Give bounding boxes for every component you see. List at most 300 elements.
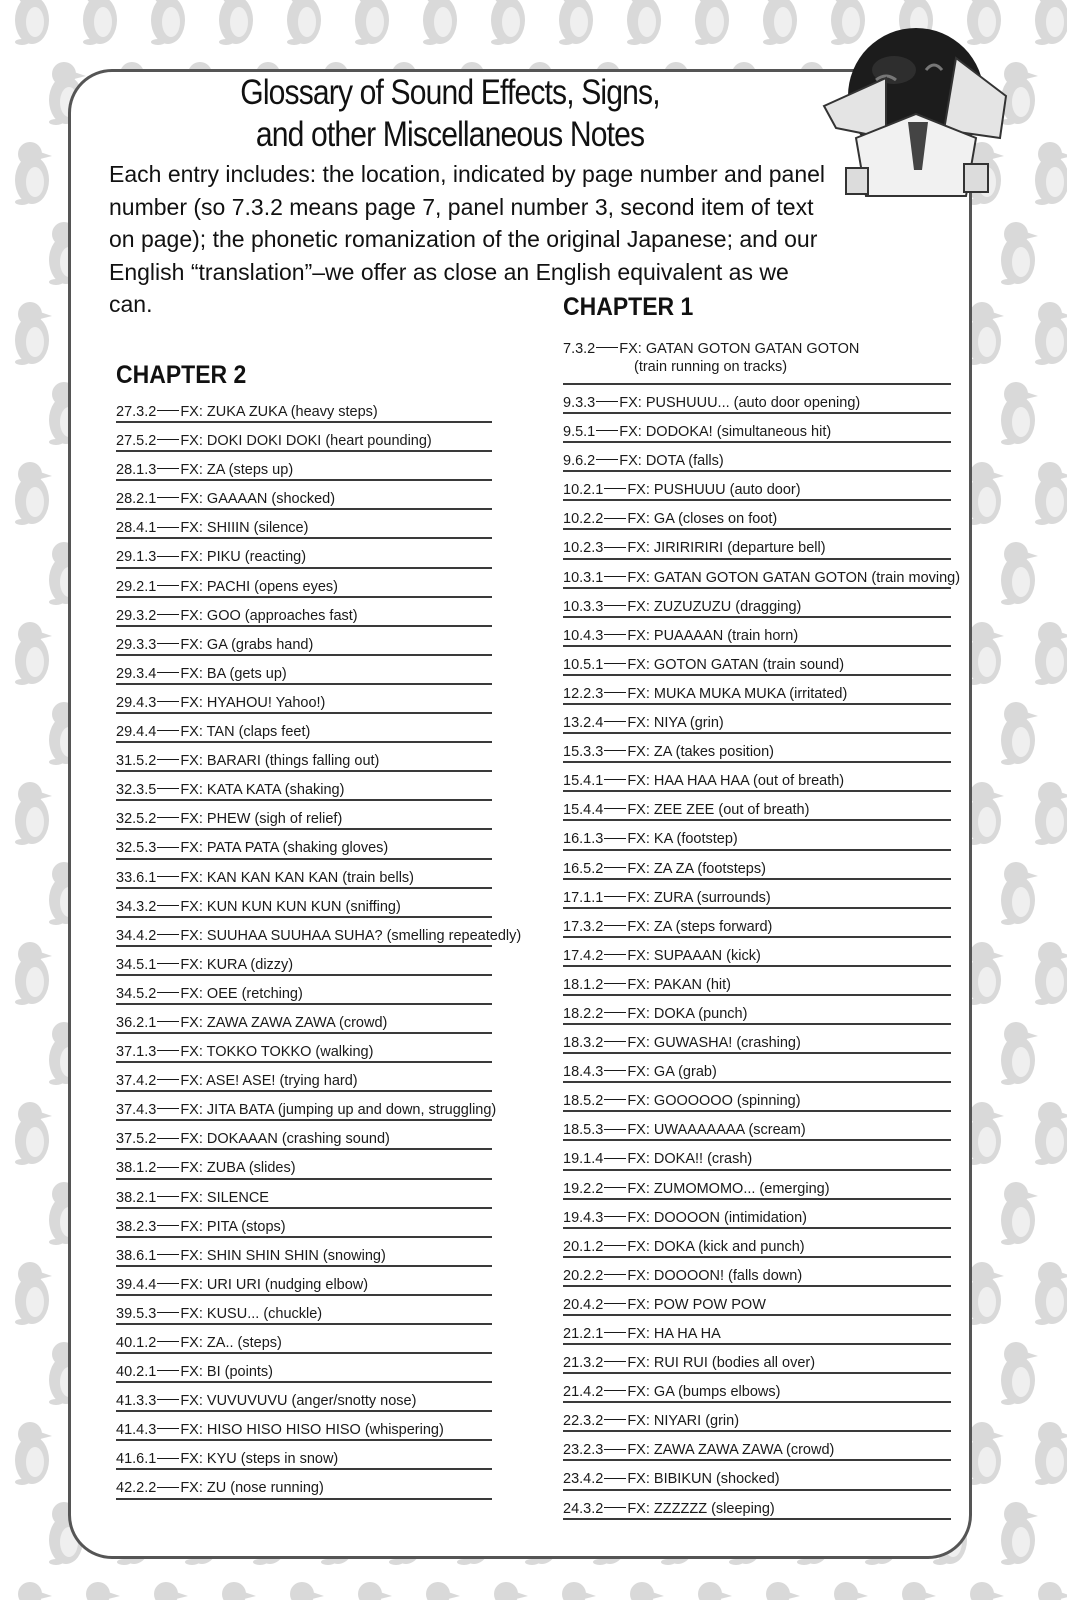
entry-sound-effect: FX: DOOOON! (falls down) bbox=[627, 1267, 803, 1284]
entry-location: 20.2.2 bbox=[563, 1267, 604, 1284]
entry-sound-effect: FX: NIYARI (grin) bbox=[627, 1413, 740, 1430]
entry-location: 22.3.2 bbox=[563, 1413, 604, 1430]
entry-dash bbox=[604, 518, 626, 519]
penguin-pattern-icon bbox=[423, 1582, 460, 1600]
entry-dash bbox=[157, 759, 179, 760]
entry-sound-effect: FX: URI URI (nudging elbow) bbox=[180, 1276, 369, 1293]
glossary-entry bbox=[116, 947, 492, 976]
entry-sound-effect: FX: SHIN SHIN SHIN (snowing) bbox=[180, 1247, 386, 1264]
entry-location: 34.3.2 bbox=[116, 898, 157, 915]
glossary-entry bbox=[563, 338, 951, 385]
glossary-entry bbox=[563, 1141, 951, 1170]
page-title bbox=[175, 72, 725, 156]
entry-sound-effect: FX: BI (points) bbox=[180, 1364, 273, 1381]
glossary-entry bbox=[563, 1112, 951, 1141]
entry-location: 37.4.3 bbox=[116, 1102, 157, 1119]
entry-location: 16.1.3 bbox=[563, 831, 604, 848]
penguin-pattern-icon bbox=[1001, 222, 1038, 285]
entry-location: 38.2.1 bbox=[116, 1189, 157, 1206]
penguin-pattern-icon bbox=[355, 0, 392, 45]
entry-sound-effect: FX: GAAAAN (shocked) bbox=[180, 491, 336, 508]
entry-location: 23.4.2 bbox=[563, 1471, 604, 1488]
entry-sound-effect: FX: BA (gets up) bbox=[180, 665, 287, 682]
entry-sound-effect: FX: NIYA (grin) bbox=[627, 715, 724, 732]
entry-sound-effect: FX: KYU (steps in snow) bbox=[180, 1451, 339, 1468]
penguin-pattern-icon bbox=[1035, 1582, 1067, 1600]
entry-sound-effect: FX: PACHI (opens eyes) bbox=[180, 578, 339, 595]
entry-location: 39.4.4 bbox=[116, 1276, 157, 1293]
entry-sound-effect: FX: RUI RUI (bodies all over) bbox=[627, 1355, 816, 1372]
entry-sound-effect: FX: ZA (takes position) bbox=[627, 744, 774, 761]
entry-dash bbox=[604, 1245, 626, 1246]
entry-dash bbox=[157, 992, 179, 993]
entry-location: 7.3.2 bbox=[563, 341, 596, 357]
glossary-entry bbox=[563, 851, 951, 880]
entry-dash bbox=[157, 1108, 179, 1109]
glossary-entry bbox=[563, 560, 961, 589]
entry-sound-effect: FX: SILENCE bbox=[180, 1189, 269, 1206]
entry-dash bbox=[157, 1167, 179, 1168]
penguin-pattern-icon bbox=[627, 1582, 664, 1600]
entry-dash bbox=[157, 701, 179, 702]
entry-location: 28.1.3 bbox=[116, 462, 157, 479]
entry-dash bbox=[604, 1012, 626, 1013]
penguin-pattern-icon bbox=[763, 0, 800, 45]
entry-location: 10.4.3 bbox=[563, 627, 604, 644]
penguin-pattern-icon bbox=[1001, 382, 1038, 445]
entry-dash bbox=[157, 788, 179, 789]
entry-dash bbox=[157, 672, 179, 673]
entry-sound-effect: FX: ZU (nose running) bbox=[180, 1480, 324, 1497]
entry-dash bbox=[157, 1312, 179, 1313]
entry-sound-effect: FX: ZA.. (steps) bbox=[180, 1335, 282, 1351]
entry-sound-effect: FX: GA (closes on foot) bbox=[627, 511, 778, 528]
entry-dash bbox=[157, 585, 179, 586]
entry-location: 38.2.3 bbox=[116, 1218, 157, 1235]
penguin-mascot-icon bbox=[816, 18, 1016, 208]
entry-sound-effect: FX: PUSHUUU... (auto door opening) bbox=[619, 395, 861, 411]
entry-location: 17.4.2 bbox=[563, 947, 604, 964]
entry-location: 34.5.2 bbox=[116, 985, 157, 1002]
entry-dash bbox=[157, 410, 179, 411]
entry-dash bbox=[604, 1041, 626, 1042]
glossary-entry bbox=[563, 1025, 951, 1054]
glossary-entry bbox=[116, 889, 492, 918]
glossary-entry bbox=[116, 1267, 492, 1296]
glossary-entry bbox=[116, 714, 492, 743]
glossary-entry bbox=[563, 530, 951, 559]
entry-location: 37.1.3 bbox=[116, 1044, 157, 1061]
entry-location: 19.4.3 bbox=[563, 1209, 604, 1226]
glossary-entry bbox=[563, 589, 951, 618]
entry-sound-effect: FX: TOKKO TOKKO (walking) bbox=[180, 1044, 374, 1061]
entry-location: 28.4.1 bbox=[116, 520, 157, 537]
entry-location: 10.2.3 bbox=[563, 540, 604, 557]
entry-location: 42.2.2 bbox=[116, 1480, 157, 1497]
glossary-entry bbox=[116, 1470, 492, 1499]
entry-location: 18.5.3 bbox=[563, 1122, 604, 1139]
entry-sound-effect: FX: ZA (steps forward) bbox=[627, 918, 773, 935]
entry-location: 29.2.1 bbox=[116, 578, 157, 595]
glossary-entry bbox=[563, 1316, 951, 1345]
glossary-entry bbox=[116, 598, 492, 627]
glossary-entry bbox=[116, 685, 492, 714]
entry-sound-effect: FX: DODOKA! (simultaneous hit) bbox=[619, 424, 832, 441]
entry-location: 21.3.2 bbox=[563, 1355, 604, 1372]
entry-sound-effect: FX: JIRIRIRIRI (departure bell) bbox=[627, 540, 826, 557]
entry-dash bbox=[604, 1507, 626, 1508]
entry-sound-effect: FX: PHEW (sigh of relief) bbox=[180, 811, 343, 828]
entry-sound-effect: FX: OEE (retching) bbox=[180, 985, 303, 1002]
entry-sound-effect: FX: ZAWA ZAWA ZAWA (crowd) bbox=[180, 1014, 388, 1031]
entry-location: 19.2.2 bbox=[563, 1180, 604, 1197]
glossary-entry bbox=[116, 510, 492, 539]
penguin-pattern-icon bbox=[967, 782, 1004, 845]
penguin-pattern-icon bbox=[1001, 542, 1038, 605]
penguin-pattern-icon bbox=[1001, 1342, 1038, 1405]
glossary-entry bbox=[563, 734, 951, 763]
entry-location: 18.5.2 bbox=[563, 1093, 604, 1110]
glossary-entry bbox=[563, 1374, 951, 1403]
glossary-entry bbox=[116, 743, 492, 772]
entry-dash bbox=[604, 1332, 626, 1333]
penguin-pattern-icon bbox=[219, 0, 256, 45]
penguin-pattern-icon bbox=[491, 1582, 528, 1600]
entry-dash bbox=[604, 1303, 626, 1304]
glossary-entry bbox=[116, 394, 492, 423]
entry-sound-effect: FX: ASE! ASE! (trying hard) bbox=[180, 1073, 358, 1090]
entry-sound-effect: FX: ZUMOMOMO... (emerging) bbox=[627, 1180, 830, 1197]
glossary-entry bbox=[563, 1461, 951, 1490]
entry-sound-effect: FX: SHIIIN (silence) bbox=[180, 520, 309, 537]
entry-location: 12.2.3 bbox=[563, 685, 604, 702]
entry-location: 15.4.1 bbox=[563, 773, 604, 790]
glossary-entry bbox=[563, 705, 951, 734]
penguin-pattern-icon bbox=[15, 302, 52, 365]
entry-dash bbox=[604, 488, 626, 489]
entry-dash bbox=[596, 347, 618, 348]
entry-location: 28.2.1 bbox=[116, 491, 157, 508]
glossary-entry bbox=[563, 1171, 951, 1200]
penguin-pattern-icon bbox=[967, 942, 1004, 1005]
entry-location: 9.3.3 bbox=[563, 395, 596, 411]
entry-sound-effect: FX: SUPAAAN (kick) bbox=[627, 947, 761, 964]
glossary-entry bbox=[116, 1180, 492, 1209]
entry-location: 41.4.3 bbox=[116, 1422, 157, 1439]
glossary-entry bbox=[563, 1491, 951, 1520]
glossary-entry bbox=[116, 1383, 492, 1412]
glossary-entry bbox=[116, 801, 492, 830]
entry-location: 38.6.1 bbox=[116, 1247, 157, 1264]
entry-location: 21.4.2 bbox=[563, 1384, 604, 1401]
entry-dash bbox=[157, 1138, 179, 1139]
entry-dash bbox=[604, 663, 626, 664]
entry-dash bbox=[604, 605, 626, 606]
entry-dash bbox=[604, 1449, 626, 1450]
entry-dash bbox=[604, 983, 626, 984]
entry-location: 21.2.1 bbox=[563, 1326, 604, 1342]
entry-location: 13.2.4 bbox=[563, 715, 604, 732]
glossary-entry bbox=[116, 1238, 492, 1267]
entry-dash bbox=[157, 497, 179, 498]
entry-sound-effect: FX: POW POW POW bbox=[627, 1296, 766, 1313]
entry-sound-effect: FX: HAA HAA HAA (out of breath) bbox=[627, 773, 845, 790]
entry-location: 15.3.3 bbox=[563, 744, 604, 761]
penguin-pattern-icon bbox=[219, 1582, 256, 1600]
glossary-entry bbox=[116, 830, 492, 859]
penguin-pattern-icon bbox=[15, 0, 52, 45]
glossary-entry bbox=[563, 472, 951, 501]
entry-dash bbox=[157, 1079, 179, 1080]
entry-dash bbox=[157, 847, 179, 848]
penguin-pattern-icon bbox=[83, 0, 120, 45]
entry-location: 10.2.2 bbox=[563, 511, 604, 528]
entry-sound-effect: FX: GOO (approaches fast) bbox=[180, 607, 358, 624]
entry-dash bbox=[604, 1274, 626, 1275]
title-line-2: and other Miscellaneous Notes bbox=[255, 115, 645, 154]
entry-dash bbox=[596, 401, 618, 402]
entry-dash bbox=[157, 643, 179, 644]
entry-location: 40.2.1 bbox=[116, 1364, 157, 1381]
entry-location: 23.2.3 bbox=[563, 1442, 604, 1459]
glossary-entry bbox=[116, 1121, 492, 1150]
penguin-pattern-icon bbox=[355, 1582, 392, 1600]
entry-location: 20.4.2 bbox=[563, 1296, 604, 1313]
penguin-pattern-icon bbox=[15, 142, 52, 205]
entry-sound-effect: FX: KURA (dizzy) bbox=[180, 956, 294, 973]
glossary-entry bbox=[563, 1287, 951, 1316]
entry-dash bbox=[604, 1361, 626, 1362]
entry-sound-effect: FX: ZUZUZUZU (dragging) bbox=[627, 598, 802, 615]
entry-sound-effect: FX: HISO HISO HISO HISO (whispering) bbox=[180, 1422, 444, 1439]
glossary-entry bbox=[563, 1054, 951, 1083]
glossary-entry bbox=[563, 880, 951, 909]
entry-dash bbox=[604, 1216, 626, 1217]
entry-location: 27.5.2 bbox=[116, 433, 157, 450]
entry-dash bbox=[157, 1225, 179, 1226]
entry-dash bbox=[157, 1283, 179, 1284]
entry-dash bbox=[604, 721, 626, 722]
entry-dash bbox=[596, 430, 618, 431]
entry-dash bbox=[157, 1399, 179, 1400]
penguin-pattern-icon bbox=[15, 782, 52, 845]
glossary-entry bbox=[116, 1296, 492, 1325]
penguin-pattern-icon bbox=[15, 462, 52, 525]
penguin-pattern-icon bbox=[1035, 1422, 1067, 1485]
entry-location: 29.4.3 bbox=[116, 694, 157, 711]
glossary-entry bbox=[563, 676, 951, 705]
penguin-pattern-icon bbox=[151, 0, 188, 45]
entry-dash bbox=[157, 527, 179, 528]
entry-location: 9.6.2 bbox=[563, 453, 596, 470]
entry-dash bbox=[157, 614, 179, 615]
glossary-entry bbox=[563, 1200, 951, 1229]
entry-location: 40.1.2 bbox=[116, 1335, 157, 1351]
entry-location: 31.5.2 bbox=[116, 753, 157, 770]
entry-sound-effect: FX: ZURA (surrounds) bbox=[627, 889, 771, 906]
entry-dash bbox=[157, 905, 179, 906]
penguin-pattern-icon bbox=[967, 1262, 1004, 1325]
penguin-pattern-icon bbox=[695, 0, 732, 45]
penguin-pattern-icon bbox=[287, 0, 324, 45]
glossary-entry bbox=[116, 1354, 492, 1383]
entry-location: 41.6.1 bbox=[116, 1451, 157, 1468]
entry-dash bbox=[157, 1370, 179, 1371]
chapter-2-list bbox=[116, 394, 522, 1500]
entry-location: 29.1.3 bbox=[116, 549, 157, 566]
entry-location: 29.3.4 bbox=[116, 665, 157, 682]
glossary-entry bbox=[563, 909, 951, 938]
penguin-pattern-icon bbox=[1035, 302, 1067, 365]
penguin-pattern-icon bbox=[1035, 462, 1067, 525]
penguin-pattern-icon bbox=[559, 0, 596, 45]
entry-location: 29.3.2 bbox=[116, 607, 157, 624]
entry-location: 9.5.1 bbox=[563, 424, 596, 441]
entry-dash bbox=[157, 817, 179, 818]
entry-sound-effect: FX: KATA KATA (shaking) bbox=[180, 782, 345, 799]
glossary-entry bbox=[116, 539, 492, 568]
entry-sound-effect: FX: PUAAAAN (train horn) bbox=[627, 627, 799, 644]
entry-location: 41.3.3 bbox=[116, 1393, 157, 1410]
glossary-entry bbox=[116, 569, 492, 598]
glossary-entry bbox=[116, 1092, 497, 1121]
entry-location: 33.6.1 bbox=[116, 869, 157, 886]
entry-sound-effect: FX: SUUHAA SUUHAA SUHA? (smelling repeatedly) bbox=[180, 927, 522, 944]
entry-dash bbox=[157, 556, 179, 557]
entry-dash bbox=[604, 925, 626, 926]
entry-sound-effect: FX: BIBIKUN (shocked) bbox=[627, 1471, 780, 1488]
chapter-2-column bbox=[116, 356, 522, 1500]
entry-sound-effect: FX: DOKA!! (crash) bbox=[627, 1151, 753, 1168]
penguin-pattern-icon bbox=[15, 622, 52, 685]
penguin-pattern-icon bbox=[967, 1422, 1004, 1485]
entry-location: 18.3.2 bbox=[563, 1035, 604, 1052]
entry-location: 24.3.2 bbox=[563, 1500, 604, 1517]
entry-dash bbox=[604, 808, 626, 809]
entry-sound-effect: FX: ZA ZA (footsteps) bbox=[627, 860, 766, 877]
entry-sound-effect: FX: VUVUVUVU (anger/snotty nose) bbox=[180, 1393, 417, 1410]
entry-sound-effect: FX: KAN KAN KAN KAN (train bells) bbox=[180, 869, 414, 886]
entry-location: 17.1.1 bbox=[563, 889, 604, 906]
glossary-entry bbox=[563, 1432, 951, 1461]
entry-sound-effect: FX: MUKA MUKA MUKA (irritated) bbox=[627, 685, 848, 702]
glossary-entry bbox=[563, 414, 951, 443]
entry-dash bbox=[604, 838, 626, 839]
entry-location: 10.5.1 bbox=[563, 656, 604, 673]
glossary-entry bbox=[116, 627, 492, 656]
entry-sound-effect: FX: DOKA (punch) bbox=[627, 1005, 748, 1022]
entry-dash bbox=[157, 1341, 179, 1342]
glossary-entry bbox=[116, 976, 492, 1005]
entry-dash bbox=[157, 934, 179, 935]
glossary-entry bbox=[563, 443, 951, 472]
penguin-pattern-icon bbox=[1035, 782, 1067, 845]
penguin-pattern-icon bbox=[1001, 1022, 1038, 1085]
entry-dash bbox=[157, 1050, 179, 1051]
penguin-pattern-icon bbox=[15, 942, 52, 1005]
entry-sound-effect: FX: GA (grabs hand) bbox=[180, 636, 314, 653]
entry-dash bbox=[604, 1099, 626, 1100]
entry-dash bbox=[604, 1390, 626, 1391]
penguin-pattern-icon bbox=[967, 1102, 1004, 1165]
entry-location: 37.4.2 bbox=[116, 1073, 157, 1090]
entry-sound-effect: FX: BARARI (things falling out) bbox=[180, 753, 380, 770]
entry-sound-effect: FX: PAKAN (hit) bbox=[627, 976, 731, 993]
penguin-pattern-icon bbox=[423, 0, 460, 45]
entry-continuation: (train running on tracks) bbox=[634, 359, 788, 375]
glossary-entry bbox=[563, 967, 951, 996]
penguin-pattern-icon bbox=[831, 1582, 868, 1600]
entry-sound-effect: FX: GATAN GOTON GATAN GOTON (train moving) bbox=[627, 569, 961, 586]
entry-dash bbox=[604, 954, 626, 955]
glossary-entry bbox=[563, 821, 951, 850]
entry-location: 36.2.1 bbox=[116, 1014, 157, 1031]
entry-sound-effect: FX: DOTA (falls) bbox=[619, 453, 724, 470]
entry-sound-effect: FX: ZAWA ZAWA ZAWA (crowd) bbox=[627, 1442, 835, 1459]
penguin-pattern-icon bbox=[83, 1582, 120, 1600]
entry-sound-effect: FX: GUWASHA! (crashing) bbox=[627, 1035, 801, 1052]
glossary-entry bbox=[116, 1063, 492, 1092]
penguin-pattern-icon bbox=[1035, 1262, 1067, 1325]
glossary-entry bbox=[563, 618, 951, 647]
penguin-pattern-icon bbox=[15, 1262, 52, 1325]
intro-paragraph: Each entry includes: the location, indicated by page number and panel number (so 7.3.2 means page 7, panel number 3, second item of text on page); the phonetic romanization of the original Japanese; and our English “translation”–we offer as close an English equivalent as we can. bbox=[109, 161, 826, 317]
entry-dash bbox=[604, 1158, 626, 1159]
penguin-pattern-icon bbox=[151, 1582, 188, 1600]
glossary-entry bbox=[116, 452, 492, 481]
penguin-pattern-icon bbox=[1035, 942, 1067, 1005]
glossary-entry bbox=[563, 996, 951, 1025]
entry-location: 18.1.2 bbox=[563, 976, 604, 993]
glossary-entry bbox=[116, 1412, 492, 1441]
entry-location: 34.5.1 bbox=[116, 956, 157, 973]
glossary-entry bbox=[116, 1441, 492, 1470]
entry-sound-effect: FX: ZA (steps up) bbox=[180, 462, 294, 479]
glossary-entry bbox=[116, 918, 522, 947]
entry-location: 15.4.4 bbox=[563, 802, 604, 819]
glossary-entry bbox=[116, 1209, 492, 1238]
entry-dash bbox=[157, 1487, 179, 1488]
entry-sound-effect: FX: GA (bumps elbows) bbox=[627, 1384, 781, 1401]
penguin-pattern-icon bbox=[559, 1582, 596, 1600]
glossary-entry bbox=[116, 423, 492, 452]
chapter-1-column bbox=[563, 292, 961, 1520]
penguin-pattern-icon bbox=[967, 302, 1004, 365]
entry-dash bbox=[604, 1187, 626, 1188]
penguin-pattern-icon bbox=[15, 1422, 52, 1485]
entry-sound-effect: FX: HYAHOU! Yahoo!) bbox=[180, 694, 326, 711]
entry-sound-effect: FX: PATA PATA (shaking gloves) bbox=[180, 840, 389, 857]
chapter-2-heading: CHAPTER 2 bbox=[116, 361, 247, 389]
title-line-1: Glossary of Sound Effects, Signs, bbox=[240, 73, 660, 112]
glossary-entry bbox=[563, 647, 951, 676]
entry-sound-effect: FX: KUSU... (chuckle) bbox=[180, 1305, 323, 1322]
entry-location: 29.4.4 bbox=[116, 724, 157, 741]
entry-sound-effect: FX: ZEE ZEE (out of breath) bbox=[627, 802, 810, 819]
entry-dash bbox=[157, 1428, 179, 1429]
entry-sound-effect: FX: DOKA (kick and punch) bbox=[627, 1238, 805, 1255]
entry-dash bbox=[596, 459, 618, 460]
entry-dash bbox=[157, 1196, 179, 1197]
glossary-entry bbox=[563, 1083, 951, 1112]
penguin-pattern-icon bbox=[763, 1582, 800, 1600]
glossary-entry bbox=[116, 1325, 492, 1354]
entry-sound-effect: FX: UWAAAAAAA (scream) bbox=[627, 1122, 806, 1139]
entry-location: 10.3.3 bbox=[563, 598, 604, 615]
entry-dash bbox=[604, 1478, 626, 1479]
entry-dash bbox=[157, 730, 179, 731]
glossary-entry bbox=[116, 1005, 492, 1034]
